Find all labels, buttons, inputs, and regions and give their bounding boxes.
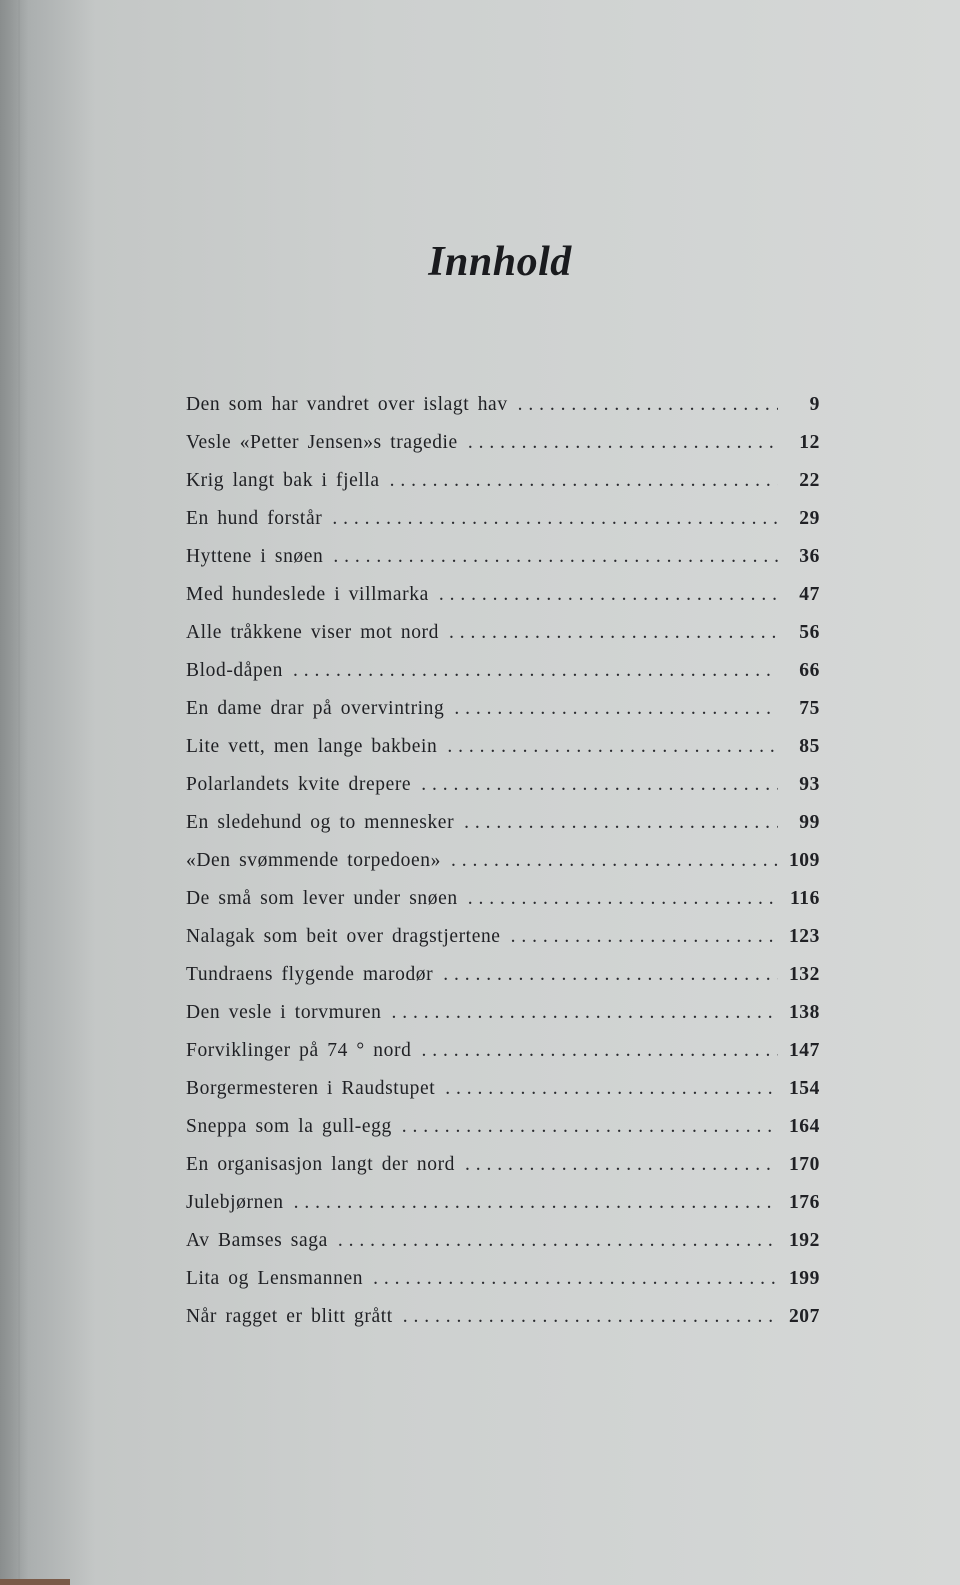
toc-entry xyxy=(186,622,820,660)
toc-entry-title: En dame drar på overvintring xyxy=(186,698,445,719)
dot-leader xyxy=(390,470,778,492)
toc-entry xyxy=(186,1268,820,1306)
toc-entry-page-number: 138 xyxy=(788,1002,820,1023)
toc-entry xyxy=(186,926,820,964)
toc-entry-page-number: 99 xyxy=(799,812,820,833)
toc-entry-title: En hund forstår xyxy=(186,508,323,529)
toc-entry-page-number: 93 xyxy=(799,774,820,795)
toc-entry xyxy=(186,546,820,584)
toc-entry-title: Krig langt bak i fjella xyxy=(186,470,380,491)
toc-entry xyxy=(186,1040,820,1078)
toc-entry-page-number: 75 xyxy=(799,698,820,719)
toc-entry-title: Den som har vandret over islagt hav xyxy=(186,394,508,415)
toc-entry xyxy=(186,584,820,622)
toc-entry xyxy=(186,1192,820,1230)
dot-leader xyxy=(468,432,778,454)
toc-entry-page-number: 123 xyxy=(788,926,820,947)
toc-entry-page-number: 29 xyxy=(799,508,820,529)
toc-entry-title: Hyttene i snøen xyxy=(186,546,324,567)
toc-entry xyxy=(186,1230,820,1268)
toc-entry-page-number: 66 xyxy=(799,660,820,681)
dot-leader xyxy=(391,1002,778,1024)
toc-entry-page-number: 109 xyxy=(788,850,820,871)
dot-leader xyxy=(333,546,778,568)
toc-entry xyxy=(186,850,820,888)
toc-entry-title: De små som lever under snøen xyxy=(186,888,458,909)
toc-entry-title: Sneppa som la gull-egg xyxy=(186,1116,392,1137)
dot-leader xyxy=(421,774,778,796)
toc-entry xyxy=(186,964,820,1002)
dot-leader xyxy=(454,698,778,720)
toc-entry-page-number: 207 xyxy=(788,1306,820,1327)
toc-entry xyxy=(186,1078,820,1116)
toc-entry xyxy=(186,812,820,850)
toc-entry xyxy=(186,1116,820,1154)
toc-entry-title: Julebjørnen xyxy=(186,1192,284,1213)
toc-entry-page-number: 192 xyxy=(788,1230,820,1251)
toc-entry-page-number: 164 xyxy=(788,1116,820,1137)
toc-entry-title: Nalagak som beit over dragstjertene xyxy=(186,926,501,947)
toc-entry-title: Borgermesteren i Raudstupet xyxy=(186,1078,436,1099)
toc-entry xyxy=(186,432,820,470)
dot-leader xyxy=(403,1306,778,1328)
dot-leader xyxy=(338,1230,778,1252)
dot-leader xyxy=(447,736,778,758)
toc-entry-page-number: 116 xyxy=(790,888,820,909)
toc-entry-page-number: 12 xyxy=(799,432,820,453)
table-of-contents xyxy=(186,394,820,1344)
toc-entry-title: Den vesle i torvmuren xyxy=(186,1002,382,1023)
toc-entry-title: Lite vett, men lange bakbein xyxy=(186,736,438,757)
toc-entry xyxy=(186,888,820,926)
dot-leader xyxy=(464,812,778,834)
toc-entry-title: Når ragget er blitt grått xyxy=(186,1306,393,1327)
dot-leader xyxy=(511,926,778,948)
toc-entry-title: Vesle «Petter Jensen»s tragedie xyxy=(186,432,458,453)
toc-entry-page-number: 47 xyxy=(799,584,820,605)
toc-entry-page-number: 22 xyxy=(799,470,820,491)
toc-entry-page-number: 85 xyxy=(799,736,820,757)
dot-leader xyxy=(402,1116,778,1138)
toc-entry-title: Tundraens flygende marodør xyxy=(186,964,434,985)
toc-entry xyxy=(186,1154,820,1192)
dot-leader xyxy=(332,508,778,530)
dot-leader xyxy=(465,1154,778,1176)
toc-entry xyxy=(186,736,820,774)
page-title: Innhold xyxy=(428,239,572,285)
dot-leader xyxy=(468,888,778,910)
toc-entry-page-number: 9 xyxy=(809,394,820,415)
dot-leader xyxy=(518,394,778,416)
toc-entry-title: Polarlandets kvite drepere xyxy=(186,774,412,795)
toc-entry-title: En organisasjon langt der nord xyxy=(186,1154,456,1175)
dot-leader xyxy=(293,660,778,682)
toc-entry-title: Av Bamses saga xyxy=(186,1230,328,1251)
toc-entry xyxy=(186,1002,820,1040)
toc-entry-page-number: 147 xyxy=(788,1040,820,1061)
dot-leader xyxy=(373,1268,778,1290)
dot-leader xyxy=(445,1078,778,1100)
toc-entry xyxy=(186,698,820,736)
dot-leader xyxy=(449,622,778,644)
toc-entry-title: Blod-dåpen xyxy=(186,660,283,681)
toc-entry xyxy=(186,508,820,546)
dot-leader xyxy=(451,850,778,872)
toc-entry-page-number: 176 xyxy=(788,1192,820,1213)
toc-entry xyxy=(186,470,820,508)
toc-entry-title: En sledehund og to mennesker xyxy=(186,812,455,833)
toc-entry-page-number: 170 xyxy=(788,1154,820,1175)
dot-leader xyxy=(421,1040,778,1062)
toc-entry xyxy=(186,774,820,812)
dot-leader xyxy=(294,1192,778,1214)
dot-leader xyxy=(439,584,778,606)
toc-entry xyxy=(186,394,820,432)
toc-entry-title: Med hundeslede i villmarka xyxy=(186,584,429,605)
toc-entry-title: Alle tråkkene viser mot nord xyxy=(186,622,439,643)
toc-entry-page-number: 199 xyxy=(788,1268,820,1289)
toc-entry-page-number: 132 xyxy=(788,964,820,985)
toc-entry xyxy=(186,1306,820,1344)
toc-entry-page-number: 56 xyxy=(799,622,820,643)
toc-entry-page-number: 154 xyxy=(788,1078,820,1099)
toc-entry-page-number: 36 xyxy=(799,546,820,567)
dot-leader xyxy=(443,964,778,986)
toc-entry-title: «Den svømmende torpedoen» xyxy=(186,850,441,871)
toc-entry xyxy=(186,660,820,698)
toc-entry-title: Forviklinger på 74 ° nord xyxy=(186,1040,412,1061)
toc-entry-title: Lita og Lensmannen xyxy=(186,1268,364,1289)
